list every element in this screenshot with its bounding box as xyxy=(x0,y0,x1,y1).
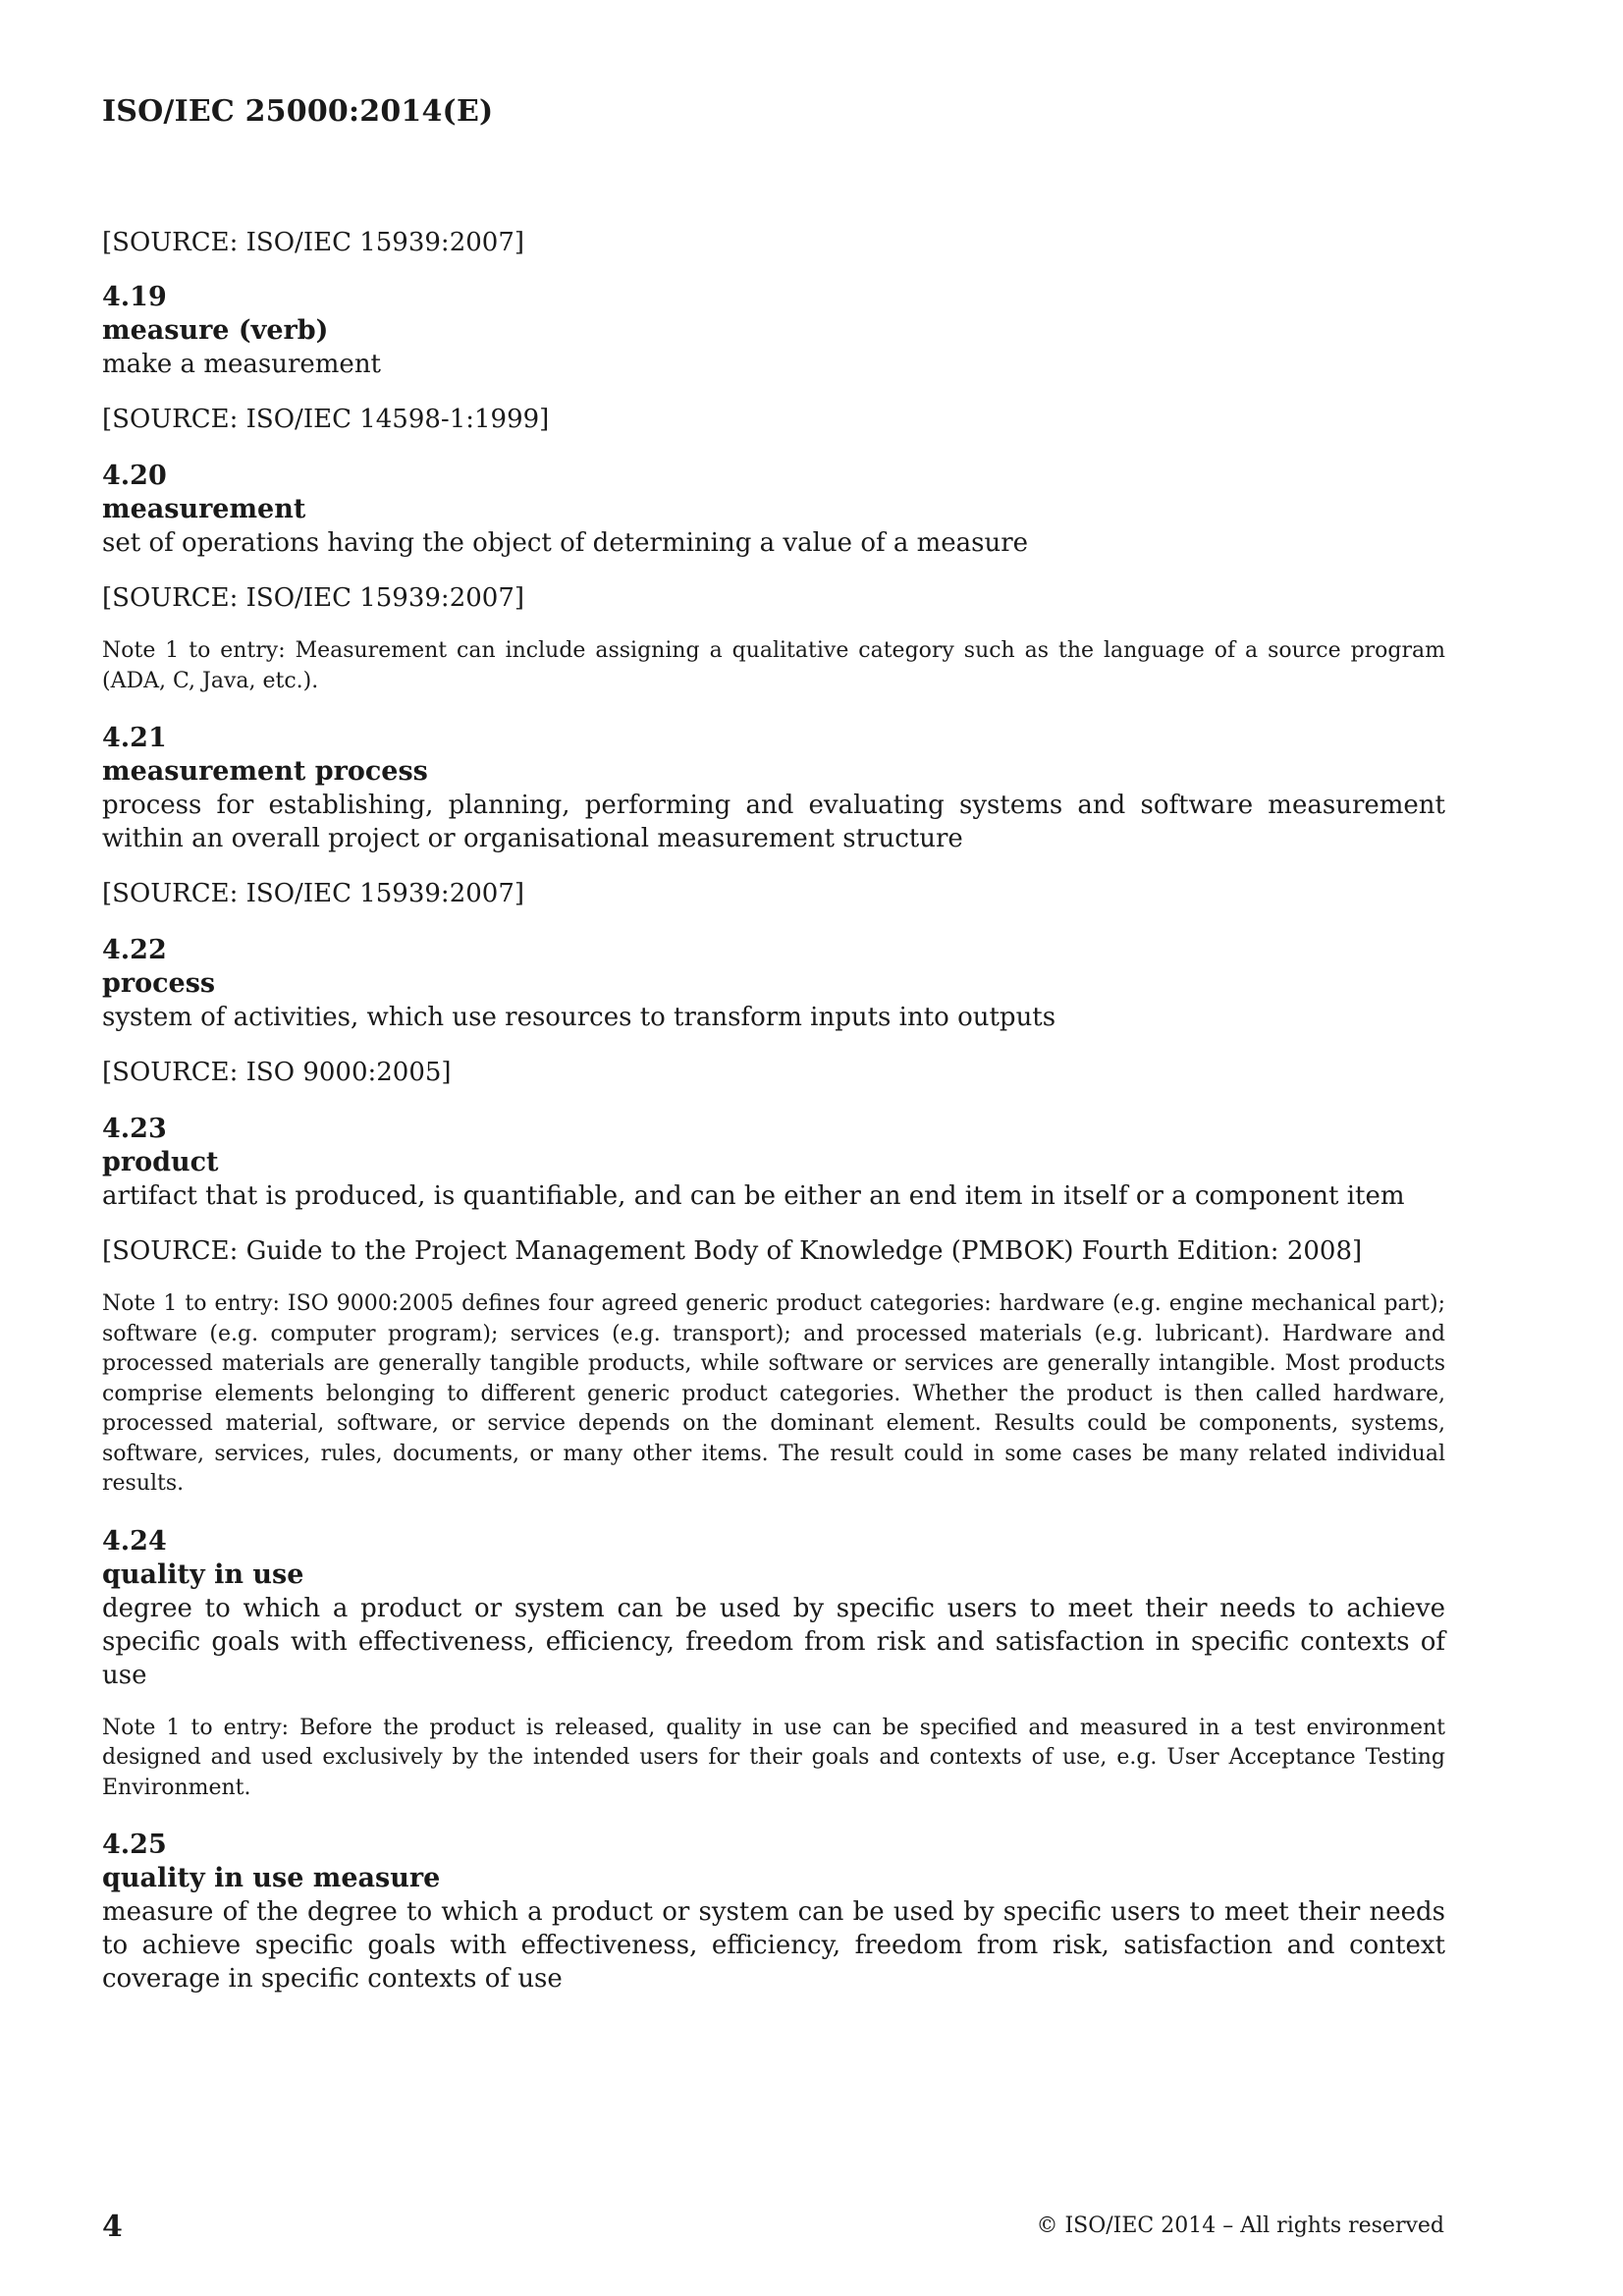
entry-note: Note 1 to entry: ISO 9000:2005 defines four agreed generic product categories: hardware (e.g. engine mechanical part); software (e.g. computer program); services (e.g. transport); and processed materials (e.g. lubricant). Hardware and processed materials are generally tangible products, while software or services are generally intangible. Most products comprise elements belonging to different generic product categories. Whether the product is then called hardware, processed material, software, or service depends on the dominant element. Results could be components, systems, software, services, rules, documents, or many other items. The result could in some cases be many related individual results. xyxy=(102,1291,1445,1496)
entry-definition: artifact that is produced, is quantifiable, and can be either an end item in itself or a component item xyxy=(102,1181,1405,1211)
entry-term: process xyxy=(102,968,216,999)
entry-number: 4.22 xyxy=(102,935,167,965)
entry-term: quality in use measure xyxy=(102,1863,441,1893)
entry-number: 4.20 xyxy=(102,461,167,491)
entry-term: product xyxy=(102,1147,219,1177)
entry-term: measurement xyxy=(102,494,306,524)
term-entry-4-19 xyxy=(102,281,1445,436)
term-entry-4-24 xyxy=(102,1525,1445,1804)
entry-number: 4.24 xyxy=(102,1525,167,1557)
term-entry-4-25 xyxy=(102,1829,1445,1995)
entry-note: Note 1 to entry: Measurement can include assigning a qualitative category such as the language of a source program (ADA, C, Java, etc.). xyxy=(102,638,1445,693)
entry-definition: system of activities, which use resources to transform inputs into outputs xyxy=(102,1003,1056,1032)
copyright-notice: © ISO/IEC 2014 – All rights reserved xyxy=(1036,2214,1444,2238)
term-entry-4-23 xyxy=(102,1113,1445,1500)
source-reference: [SOURCE: Guide to the Project Management Body of Knowledge (PMBOK) Fourth Edition: 2008] xyxy=(102,1236,1363,1266)
entry-number: 4.21 xyxy=(102,723,167,753)
source-reference: [SOURCE: ISO 9000:2005] xyxy=(102,1058,452,1087)
term-entry-4-20 xyxy=(102,460,1445,696)
entry-number: 4.25 xyxy=(102,1830,167,1860)
source-reference: [SOURCE: ISO/IEC 15939:2007] xyxy=(102,228,525,257)
entry-definition: set of operations having the object of determining a value of a measure xyxy=(102,528,1029,558)
entry-term: measurement process xyxy=(102,756,428,787)
entry-definition: measure of the degree to which a product or system can be used by specific users to meet their needs to achieve specific goals with effectiveness, efficiency, freedom from risk, satisfaction and context coverage in specific contexts of use xyxy=(102,1897,1445,1994)
document-id-header: ISO/IEC 25000:2014(E) xyxy=(102,94,494,129)
term-entry-4-22 xyxy=(102,934,1445,1089)
entry-number: 4.19 xyxy=(102,282,167,312)
entry-term: quality in use xyxy=(102,1558,304,1590)
source-reference: [SOURCE: ISO/IEC 14598-1:1999] xyxy=(102,405,550,434)
entry-definition: make a measurement xyxy=(102,350,382,379)
entry-definition: degree to which a product or system can be used by specific users to meet their needs to achieve specific goals with effectiveness, efficiency, freedom from risk and satisfaction in specific contexts of use xyxy=(102,1593,1445,1690)
entry-note: Note 1 to entry: Before the product is released, quality in use can be specified and measured in a test environment designed and used exclusively by the intended users for their goals and contexts of use, e.g. User Acceptance Testing Environment. xyxy=(102,1715,1445,1800)
source-reference: [SOURCE: ISO/IEC 15939:2007] xyxy=(102,583,525,613)
entry-term: measure (verb) xyxy=(102,315,329,346)
entry-definition: process for establishing, planning, performing and evaluating systems and software measurement within an overall project or organisational measurement structure xyxy=(102,791,1445,853)
page-number: 4 xyxy=(102,2210,123,2244)
source-reference: [SOURCE: ISO/IEC 15939:2007] xyxy=(102,879,525,908)
term-entry-4-21 xyxy=(102,722,1445,910)
entry-number: 4.23 xyxy=(102,1114,167,1144)
document-body xyxy=(102,226,1445,2019)
